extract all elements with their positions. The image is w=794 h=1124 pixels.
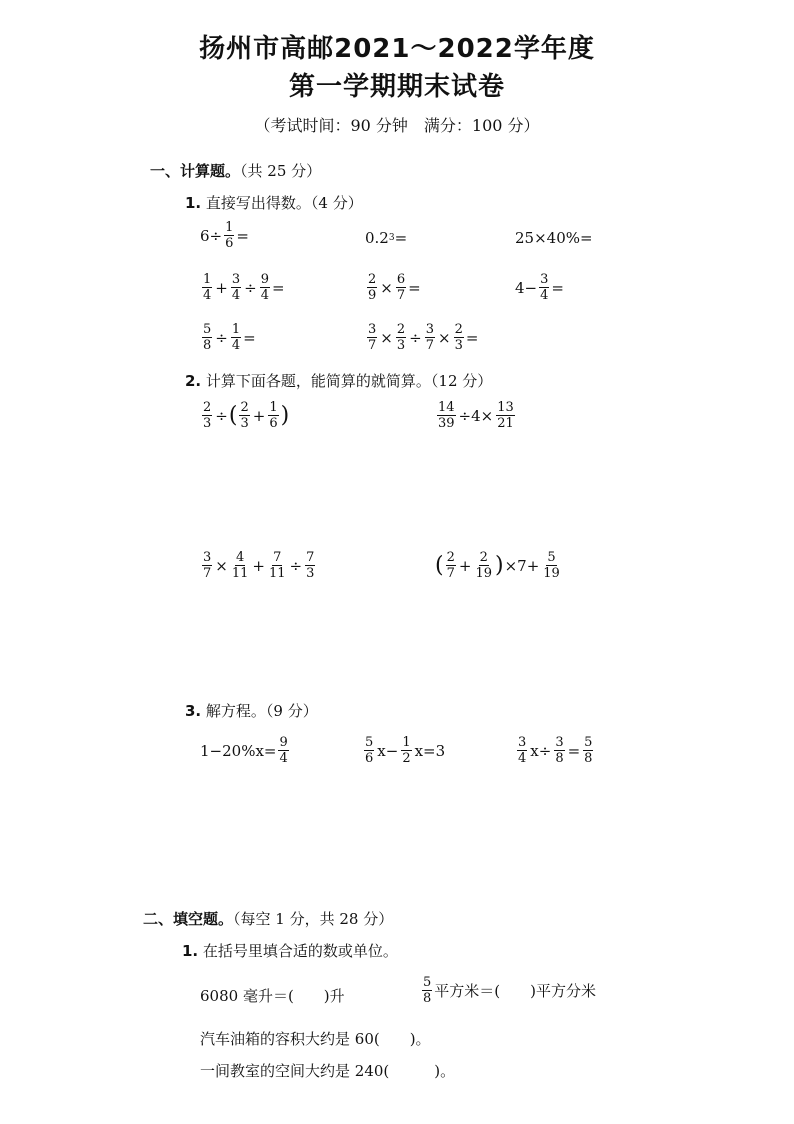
- fraction: [364, 735, 374, 766]
- operator: x=3: [414, 741, 446, 760]
- numerator: 5: [547, 550, 556, 565]
- equals-sign: =: [243, 328, 256, 347]
- operator: ÷: [244, 278, 257, 297]
- exam-title-line2: 第一学期期末试卷: [288, 72, 505, 102]
- fraction: [239, 400, 249, 431]
- numerator: 5: [365, 735, 374, 750]
- section2-note: （每空 1 分，共 28 分）: [233, 910, 394, 928]
- q1-3-prompt: [185, 700, 318, 721]
- expr-2-2: [435, 400, 517, 431]
- numerator: 3: [231, 272, 241, 287]
- operator: =: [567, 741, 581, 760]
- right-paren: ): [280, 402, 290, 428]
- exam-title-line1: 扬州市高邮2021～2022学年度: [199, 34, 595, 64]
- equals-sign: =: [236, 226, 249, 245]
- denominator: 8: [555, 751, 564, 766]
- operator: ×: [215, 556, 228, 575]
- denominator: 11: [268, 566, 286, 581]
- section2-title: 二、填空题。: [143, 910, 234, 928]
- expr-1-7: [200, 322, 256, 353]
- fraction: [268, 400, 278, 431]
- expr-text: 平方米＝( )平方分米: [434, 982, 596, 1000]
- denominator: 11: [231, 566, 249, 581]
- expr-2-4: [435, 550, 563, 581]
- expr-2-1: [200, 400, 289, 431]
- numerator: 3: [425, 322, 434, 337]
- question-text: 解方程。（9 分）: [205, 702, 318, 720]
- fraction: [260, 272, 270, 303]
- operator: +: [252, 406, 266, 425]
- denominator: 7: [396, 288, 406, 303]
- expr-1-4: [200, 272, 285, 303]
- fraction: [202, 322, 212, 353]
- numerator: 9: [260, 272, 269, 287]
- denominator: 6: [225, 236, 234, 251]
- numerator: 2: [479, 550, 488, 565]
- expr-text: 1−20%x=: [200, 741, 277, 760]
- numerator: 9: [279, 735, 288, 750]
- question-number: 3.: [185, 702, 202, 720]
- denominator: 7: [203, 566, 212, 581]
- denominator: 7: [446, 566, 455, 581]
- fraction: [454, 322, 464, 353]
- fraction: [542, 550, 561, 581]
- fraction: [305, 550, 315, 581]
- numerator: 2: [454, 322, 463, 337]
- denominator: 4: [231, 338, 241, 353]
- operator: +: [252, 556, 265, 575]
- fraction: [401, 735, 411, 766]
- operator: ×: [380, 278, 393, 297]
- exponent: 3: [388, 233, 395, 243]
- right-paren: ): [495, 552, 504, 578]
- numerator: 1: [231, 322, 241, 337]
- section1-note: （共 25 分）: [240, 162, 322, 180]
- denominator: 6: [365, 751, 374, 766]
- denominator: 19: [475, 566, 492, 581]
- operator: x−: [377, 741, 399, 760]
- fraction: [367, 272, 377, 303]
- denominator: 7: [425, 338, 434, 353]
- numerator: 2: [203, 400, 212, 415]
- equals-sign: =: [394, 229, 408, 247]
- operator: x÷: [530, 741, 552, 760]
- denominator: 8: [423, 991, 432, 1006]
- fraction: [539, 272, 549, 303]
- numerator: 7: [306, 550, 315, 565]
- question-number: 1.: [185, 194, 202, 212]
- operator: +: [215, 278, 228, 297]
- fraction: [202, 272, 212, 303]
- fraction: [231, 272, 241, 303]
- numerator: 14: [438, 400, 455, 415]
- fraction: [396, 322, 406, 353]
- operator: ÷: [289, 556, 303, 575]
- operator: ×: [380, 328, 393, 347]
- numerator: 5: [203, 322, 212, 337]
- denominator: 7: [368, 338, 377, 353]
- numerator: 1: [269, 400, 278, 415]
- numerator: 1: [402, 735, 411, 750]
- denominator: 4: [203, 288, 212, 303]
- equals-sign: =: [551, 278, 564, 297]
- q1-2-prompt: [185, 370, 492, 391]
- fraction: [278, 735, 288, 766]
- fraction: [437, 400, 456, 431]
- denominator: 3: [454, 338, 463, 353]
- denominator: 21: [497, 416, 514, 431]
- exam-info: （考试时间：90 分钟 满分：100 分）: [254, 116, 540, 135]
- fraction: [425, 322, 435, 353]
- numerator: 4: [235, 550, 245, 565]
- numerator: 5: [584, 735, 593, 750]
- section1-heading: [150, 160, 321, 181]
- fraction: [554, 735, 564, 766]
- fraction: [517, 735, 527, 766]
- fraction: [231, 322, 241, 353]
- equation-3-1: [200, 735, 291, 766]
- fraction: [367, 322, 377, 353]
- denominator: 6: [269, 416, 278, 431]
- fraction: [496, 400, 515, 431]
- left-paren: (: [435, 552, 444, 578]
- denominator: 2: [402, 751, 411, 766]
- expr-2-3: [200, 550, 317, 581]
- operator: ÷4×: [458, 406, 494, 425]
- fill-line-1b: [420, 975, 596, 1006]
- fraction: [202, 400, 212, 431]
- numerator: 5: [423, 975, 432, 990]
- numerator: 13: [497, 400, 514, 415]
- denominator: 3: [203, 416, 212, 431]
- fraction: [396, 272, 406, 303]
- equals-sign: =: [408, 278, 421, 297]
- operator: ×7+: [504, 556, 540, 575]
- numerator: 2: [396, 322, 406, 337]
- denominator: 19: [543, 566, 560, 581]
- numerator: 2: [446, 550, 455, 565]
- denominator: 9: [368, 288, 377, 303]
- question-text: 在括号里填合适的数或单位。: [202, 942, 398, 960]
- fraction: [446, 550, 456, 581]
- section1-title: 一、计算题。: [150, 162, 241, 180]
- expr-1-6: [515, 272, 564, 303]
- denominator: 3: [306, 566, 315, 581]
- question-number: 1.: [182, 942, 199, 960]
- question-text: 计算下面各题，能简算的就简算。（12 分）: [205, 372, 493, 390]
- equals-sign: =: [272, 278, 285, 297]
- denominator: 3: [240, 416, 249, 431]
- fraction: [583, 735, 593, 766]
- fraction: [202, 550, 212, 581]
- expr-base: 0.2: [365, 229, 389, 247]
- denominator: 8: [203, 338, 212, 353]
- fraction: [422, 975, 432, 1006]
- question-number: 2.: [185, 372, 202, 390]
- denominator: 4: [279, 751, 288, 766]
- equals-sign: =: [465, 328, 479, 347]
- numerator: 6: [396, 272, 406, 287]
- operator: +: [458, 556, 472, 575]
- denominator: 39: [438, 416, 455, 431]
- denominator: 4: [260, 288, 269, 303]
- numerator: 3: [518, 735, 527, 750]
- denominator: 4: [518, 751, 527, 766]
- numerator: 3: [540, 272, 549, 287]
- expr-1-2: [365, 229, 407, 247]
- expr-text: 25×40%=: [515, 229, 593, 247]
- numerator: 3: [203, 550, 212, 565]
- fill-line-3: 一间教室的空间大约是 240( )。: [200, 1062, 456, 1080]
- fill-line-1a: 6080 毫升＝( )升: [200, 987, 345, 1005]
- denominator: 4: [231, 288, 241, 303]
- operator: ÷: [409, 328, 422, 347]
- denominator: 8: [584, 751, 593, 766]
- numerator: 3: [555, 735, 564, 750]
- question-text: 直接写出得数。（4 分）: [205, 194, 363, 212]
- expr-1-8: [365, 322, 478, 353]
- q1-1-prompt: [185, 192, 363, 213]
- fraction: [224, 220, 234, 251]
- left-paren: (: [228, 402, 238, 428]
- fraction: [474, 550, 493, 581]
- q2-1-prompt: [182, 940, 398, 961]
- operator: ×: [438, 328, 451, 347]
- numerator: 2: [240, 400, 249, 415]
- expr-1-3: [515, 229, 593, 247]
- expr-text: 4−: [515, 278, 538, 297]
- numerator: 3: [368, 322, 377, 337]
- expr-text: 6÷: [200, 226, 223, 245]
- expr-1-5: [365, 272, 421, 303]
- operator: ÷: [215, 406, 228, 425]
- denominator: 3: [396, 338, 406, 353]
- numerator: 1: [225, 220, 234, 235]
- fill-line-2: 汽车油箱的容积大约是 60( )。: [200, 1030, 431, 1048]
- operator: ÷: [215, 328, 228, 347]
- numerator: 2: [368, 272, 377, 287]
- numerator: 1: [203, 272, 212, 287]
- equation-3-3: [515, 735, 595, 766]
- expr-1-1: [200, 220, 249, 251]
- denominator: 4: [540, 288, 549, 303]
- fraction: [268, 550, 287, 581]
- section2-heading: [143, 908, 393, 929]
- fraction: [231, 550, 250, 581]
- numerator: 7: [273, 550, 282, 565]
- equation-3-2: [362, 735, 446, 766]
